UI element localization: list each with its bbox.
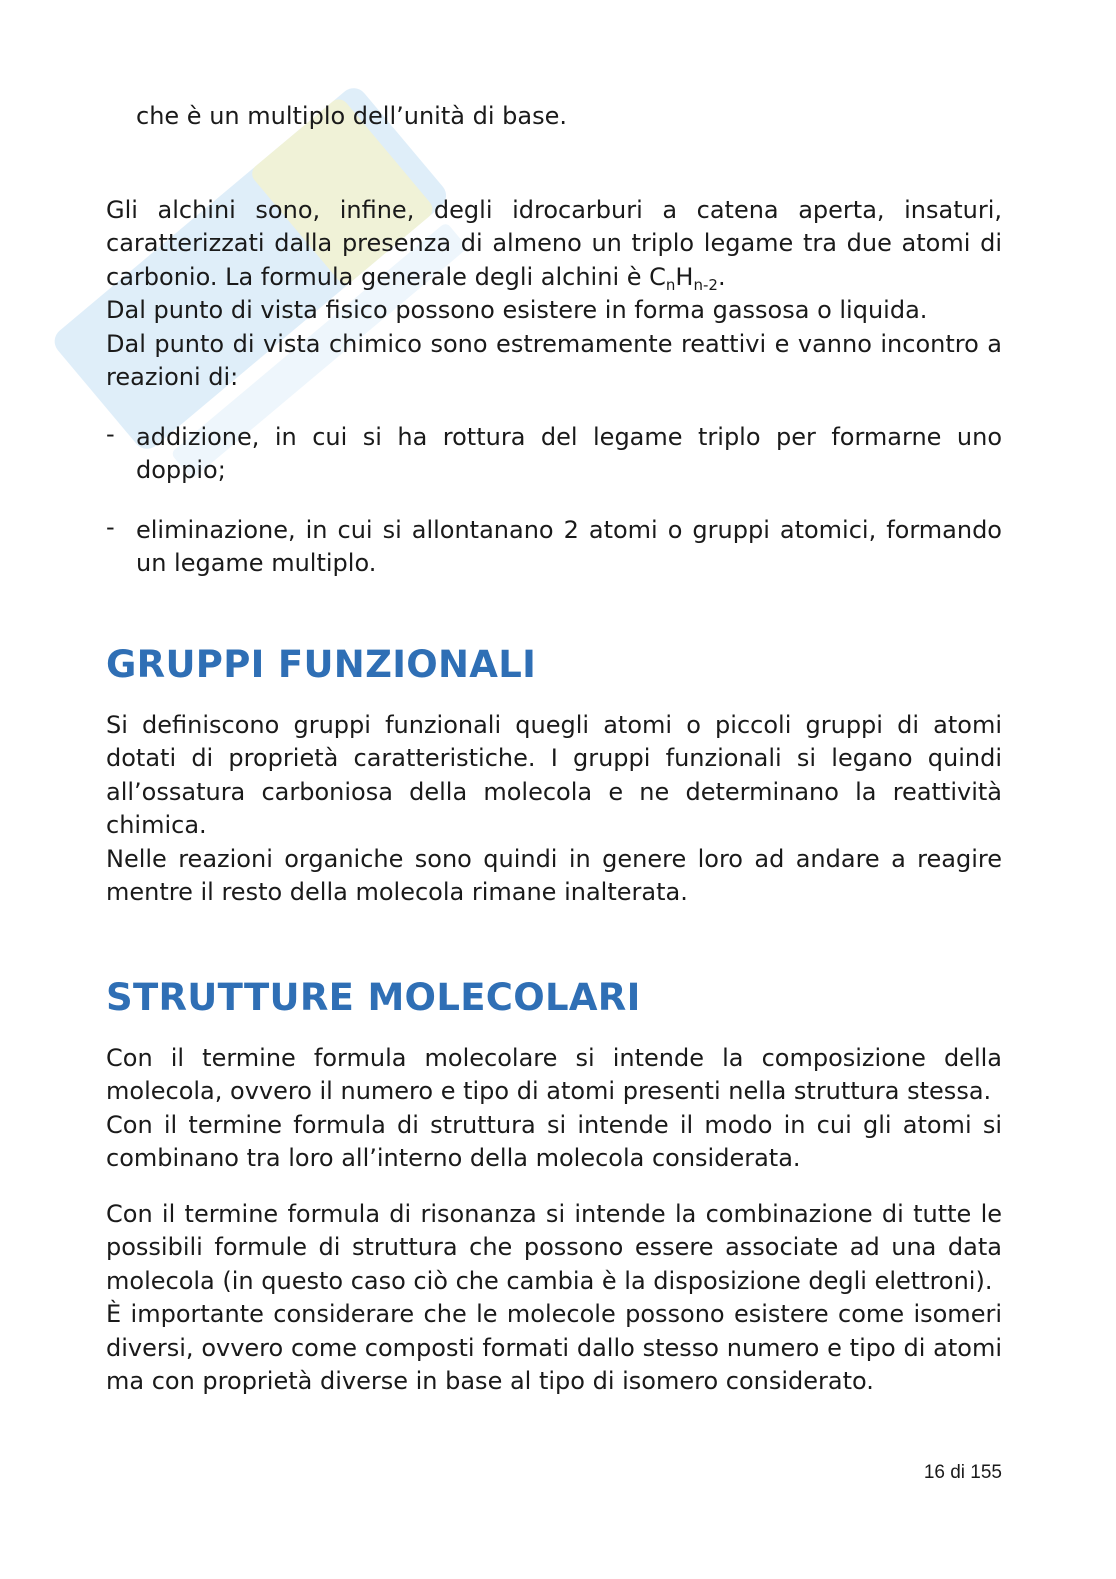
intro-continuation: che è un multiplo dell’unità di base. bbox=[136, 102, 567, 130]
reaction-types-list bbox=[106, 421, 1002, 581]
page-number: 16 di 155 bbox=[923, 1462, 1002, 1483]
alkynes-paragraph-1: Gli alchini sono, infine, degli idrocarburi a catena aperta, insaturi, caratterizzati dalla presenza di almeno un triplo legame tra due atomi di carbonio. La formula generale degli alchini è $C_nH_{n-2}$. bbox=[106, 195, 1002, 294]
document-page bbox=[106, 100, 1002, 1399]
list-item: - addizione, in cui si ha rottura del legame triplo per formarne uno doppio; bbox=[106, 419, 1002, 484]
molecular-structures-paragraph-2: Con il termine formula di struttura si intende il modo in cui gli atomi si combinano tra loro all’interno della molecola considerata. bbox=[106, 1110, 1002, 1172]
molecular-structures-paragraph-4: È importante considerare che le molecole possono esistere come isomeri diversi, ovvero come composti formati dallo stesso numero e tipo di atomi ma con proprietà diverse in base al tipo di isomero considerato. bbox=[106, 1300, 1002, 1395]
alkynes-paragraph-2: Dal punto di vista fisico possono esistere in forma gassosa o liquida. bbox=[106, 296, 928, 324]
molecular-structures-paragraph-3: Con il termine formula di risonanza si intende la combinazione di tutte le possibili formule di struttura che possono essere associate ad una data molecola (in questo caso ciò che cambia è la disposizione degli elettroni). bbox=[106, 1199, 1002, 1295]
heading-functional-groups: GRUPPI FUNZIONALI bbox=[106, 642, 537, 686]
functional-groups-paragraph-1: Si definiscono gruppi funzionali quegli atomi o piccoli gruppi di atomi dotati di proprietà caratteristiche. I gruppi funzionali si legano quindi all’ossatura carboniosa della molecola e ne determinano la reattività chimica. bbox=[106, 710, 1002, 839]
molecular-structures-paragraph-1: Con il termine formula molecolare si intende la composizione della molecola, ovvero il numero e tipo di atomi presenti nella struttura stessa. bbox=[106, 1043, 1002, 1105]
heading-molecular-structures: STRUTTURE MOLECOLARI bbox=[106, 975, 641, 1019]
functional-groups-paragraph-2: Nelle reazioni organiche sono quindi in genere loro ad andare a reagire mentre il resto della molecola rimane inalterata. bbox=[106, 844, 1002, 906]
alkynes-paragraph-3: Dal punto di vista chimico sono estremamente reattivi e vanno incontro a reazioni di: bbox=[106, 329, 1002, 391]
list-item: - eliminazione, in cui si allontanano 2 atomi o gruppi atomici, formando un legame multiplo. bbox=[106, 512, 1002, 577]
alkyne-formula: $C_nH_{n-2}$ bbox=[649, 262, 718, 294]
